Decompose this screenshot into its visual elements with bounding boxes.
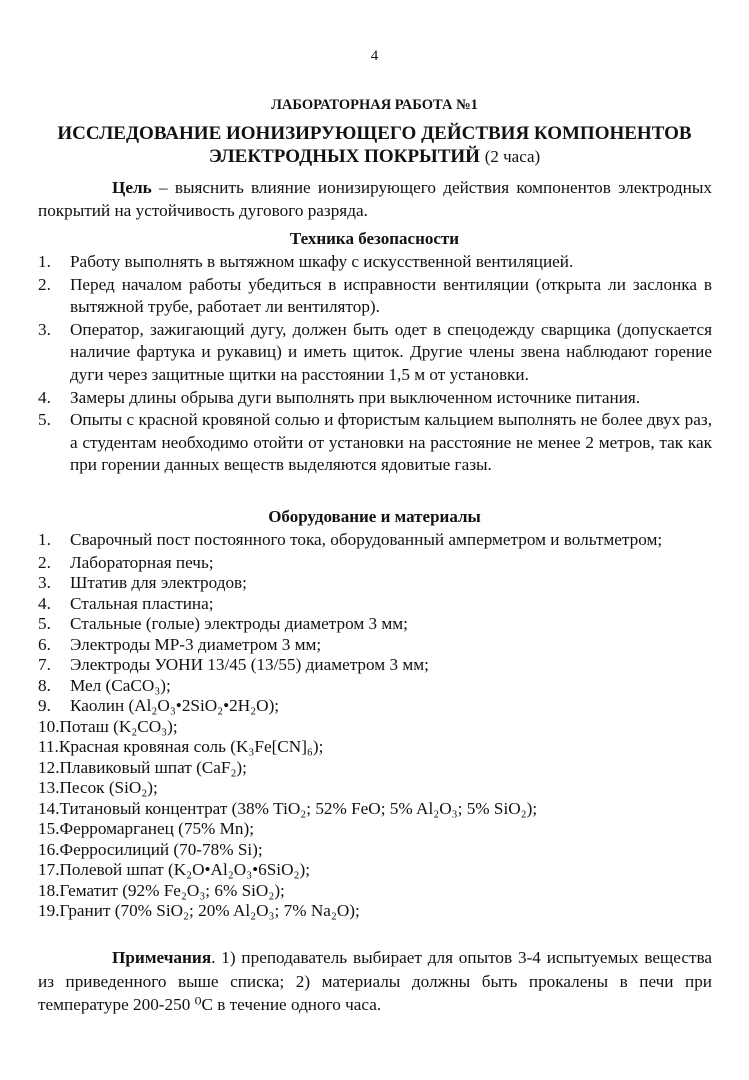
goal-paragraph: [38, 176, 712, 222]
item-number: 1.: [38, 252, 51, 271]
list-item: [38, 409, 712, 477]
item-text: Мел (CaCO₃);: [70, 675, 171, 695]
item-text: Штатив для электродов;: [70, 573, 247, 593]
item-text: Перед началом работы убедиться в исправности вентиляции (открыта ли заслонка в вытяжной трубе, работает ли вентилятор).: [70, 274, 712, 317]
item-number: 5.: [38, 410, 51, 430]
list-item: [38, 387, 712, 410]
item-number: 13.: [38, 778, 60, 798]
list-item: [38, 529, 712, 552]
item-number: 3.: [38, 573, 51, 593]
item-number: 19.: [38, 901, 60, 921]
item-text: Ферросилиций (70-78% Si);: [59, 839, 263, 859]
list-item: [38, 778, 712, 799]
item-text: Стальные (голые) электроды диаметром 3 мм;: [70, 614, 408, 634]
page-title: [0, 122, 749, 168]
item-number: 7.: [38, 655, 51, 675]
list-item: [38, 737, 712, 758]
item-text: Сварочный пост постоянного тока, оборудованный амперметром и вольтметром;: [70, 530, 663, 549]
list-item: [38, 614, 712, 635]
item-number: 10.: [38, 716, 60, 736]
list-item: [38, 860, 712, 881]
list-item: [38, 594, 712, 615]
title-line-2-bold: ЭЛЕКТРОДНЫХ ПОКРЫТИЙ: [208, 146, 480, 167]
item-text: Плавиковый шпат (CaF₂);: [59, 757, 247, 777]
item-number: 11.: [38, 737, 59, 757]
list-item: [38, 881, 712, 902]
item-number: 6.: [38, 634, 51, 654]
item-number: 12.: [38, 757, 60, 777]
item-number: 2.: [38, 274, 51, 294]
list-item: [38, 717, 712, 738]
item-number: 4.: [38, 387, 51, 407]
item-text: Красная кровяная соль (K₃Fe[CN]₆);: [58, 737, 324, 757]
item-number: 1.: [38, 530, 51, 549]
notes-paragraph: [38, 946, 712, 1017]
item-text: Песок (SiO₂);: [59, 778, 158, 798]
equipment-list: [38, 529, 712, 922]
list-item: [38, 319, 712, 387]
list-item: [38, 758, 712, 779]
list-item: [38, 573, 712, 594]
list-item: [38, 696, 712, 717]
list-item: [38, 819, 712, 840]
item-number: 18.: [38, 880, 60, 900]
item-text: Оператор, зажигающий дугу, должен быть одет в спецодежду сварщика (допускается наличие фартука и рукавиц) и иметь щиток. Другие члены звена наблюдают горение дуги через защитные щитки на расстоянии 1,5 м от установки.: [70, 319, 712, 384]
item-text: Полевой шпат (K₂O•Al₂O₃•6SiO₂);: [59, 860, 310, 880]
equipment-heading: Оборудование и материалы: [268, 507, 481, 526]
notes-text: . 1) преподаватель выбирает для опытов 3-4 испытуемых вещества из приведенного выше списка; 2) материалы должны быть прокалены в печи при температуре 200-250 ⁰С в течение одного часа.: [38, 948, 712, 1014]
list-item: [38, 251, 712, 274]
safety-heading: Техника безопасности: [289, 229, 460, 248]
list-item: [38, 553, 712, 574]
item-text: Лабораторная печь;: [70, 552, 214, 572]
lab-label: ЛАБОРАТОРНАЯ РАБОТА №1: [271, 97, 478, 113]
goal-label: Цель: [112, 178, 152, 197]
item-number: 15.: [38, 819, 60, 839]
page-number: 4: [370, 48, 379, 64]
item-number: 5.: [38, 614, 51, 634]
safety-list: [38, 251, 712, 477]
item-text: Работу выполнять в вытяжном шкафу с искусственной вентиляцией.: [70, 252, 574, 271]
item-text: Ферромарганец (75% Mn);: [59, 819, 255, 839]
list-item: [38, 274, 712, 319]
list-item: [38, 655, 712, 676]
item-text: Каолин (Al₂O₃•2SiO₂•2H₂O);: [70, 696, 280, 716]
list-item: [38, 901, 712, 922]
list-item: [38, 676, 712, 697]
item-number: 16.: [38, 839, 60, 859]
list-item: [38, 799, 712, 820]
title-line-2: [0, 145, 749, 168]
item-number: 14.: [38, 798, 60, 818]
list-item: [38, 840, 712, 861]
item-number: 4.: [38, 593, 51, 613]
item-text: Гематит (92% Fe₂O₃; 6% SiO₂);: [59, 880, 285, 900]
title-line-1: ИССЛЕДОВАНИЕ ИОНИЗИРУЮЩЕГО ДЕЙСТВИЯ КОМПОНЕНТОВ: [57, 123, 692, 144]
item-text: Электроды УОНИ 13/45 (13/55) диаметром 3 мм;: [70, 655, 429, 675]
item-text: Опыты с красной кровяной солью и фтористым кальцием выполнять не более двух раз, а студентам необходимо отойти от установки на расстояние не менее 2 метров, так как при горении данных веществ выделяются ядовитые газы.: [70, 410, 712, 475]
notes-label: Примечания: [112, 948, 212, 967]
item-number: 17.: [38, 860, 60, 880]
item-number: 8.: [38, 675, 51, 695]
item-text: Стальная пластина;: [70, 593, 214, 613]
item-text: Поташ (K₂CO₃);: [59, 716, 178, 736]
item-number: 9.: [38, 696, 51, 716]
item-number: 2.: [38, 552, 51, 572]
list-item: [38, 635, 712, 656]
item-text: Электроды МР-3 диаметром 3 мм;: [70, 634, 322, 654]
item-text: Замеры длины обрыва дуги выполнять при выключенном источнике питания.: [70, 387, 641, 407]
item-number: 3.: [38, 319, 51, 339]
item-text: Гранит (70% SiO₂; 20% Al₂O₃; 7% Na₂O);: [59, 901, 360, 921]
goal-text: – выяснить влияние ионизирующего действия компонентов электродных покрытий на устойчивость дугового разряда.: [38, 178, 712, 220]
title-duration: (2 часа): [484, 147, 541, 166]
item-text: Титановый концентрат (38% TiO₂; 52% FeO; 5% Al₂O₃; 5% SiO₂);: [59, 798, 538, 818]
